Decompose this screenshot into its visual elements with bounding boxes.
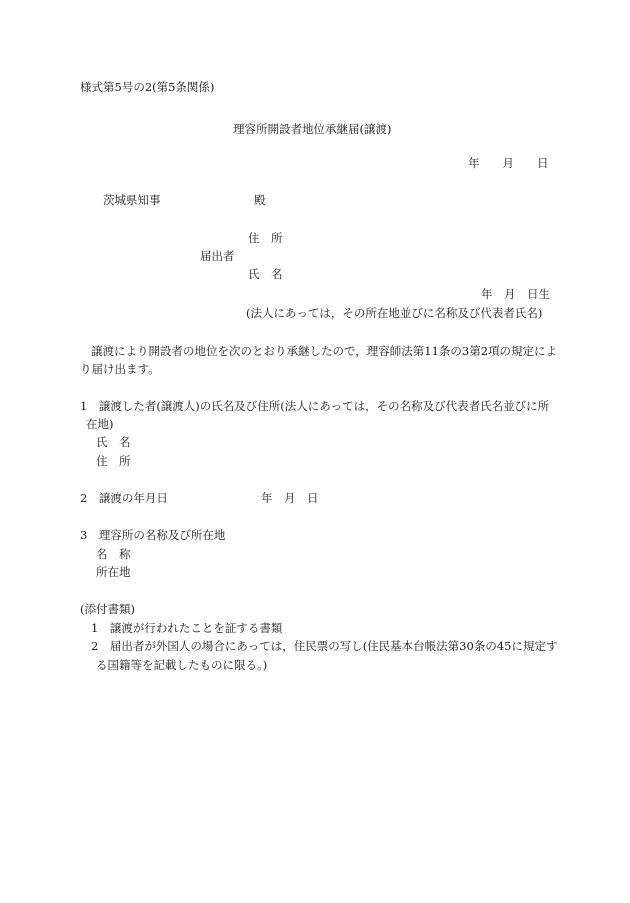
applicant-role-label: 届出者: [200, 249, 235, 263]
applicant-birth-date: 年 月 日生: [481, 287, 550, 301]
honorific: 殿: [254, 193, 266, 207]
attachments-heading: (添付書類): [80, 602, 135, 616]
body-text-line-2: り届け出ます。: [80, 362, 160, 376]
item-2-heading: 2 譲渡の年月日: [80, 491, 168, 505]
item-1-continuation: 在地): [86, 417, 114, 431]
form-number: 様式第5号の2(第5条関係): [80, 80, 215, 94]
item-1-heading: 1 譲渡した者(譲渡人)の氏名及び住所(法人にあっては，その名称及び代表者氏名並びに所: [80, 399, 550, 413]
item-3-location-label: 所在地: [96, 565, 131, 579]
body-text-line-1: 譲渡により開設者の地位を次のとおり承継したので，理容師法第11条の3第2項の規定によ: [91, 344, 558, 358]
attachment-2-line-1: 2 届出者が外国人の場合にあっては，住民票の写し(住民基本台帳法第30条の45に規定す: [91, 639, 558, 653]
item-1-address-label: 住 所: [96, 454, 131, 468]
item-1-name-label: 氏 名: [96, 435, 131, 449]
item-2-date: 年 月 日: [261, 491, 319, 505]
attachment-2-line-2: る国籍等を記載したものに限る。): [96, 658, 268, 672]
date-line: 年 月 日: [468, 156, 549, 170]
addressee: 茨城県知事: [103, 193, 161, 207]
applicant-corporate-note: (法人にあっては，その所在地並びに名称及び代表者氏名): [246, 306, 543, 320]
item-3-name-label: 名 称: [96, 547, 131, 561]
form-title: 理容所開設者地位承継届(譲渡): [233, 122, 392, 136]
item-3-heading: 3 理容所の名称及び所在地: [80, 528, 226, 542]
applicant-name-label: 氏 名: [248, 267, 283, 281]
applicant-address-label: 住 所: [248, 231, 283, 245]
attachment-1: 1 譲渡が行われたことを証する書類: [91, 621, 283, 635]
